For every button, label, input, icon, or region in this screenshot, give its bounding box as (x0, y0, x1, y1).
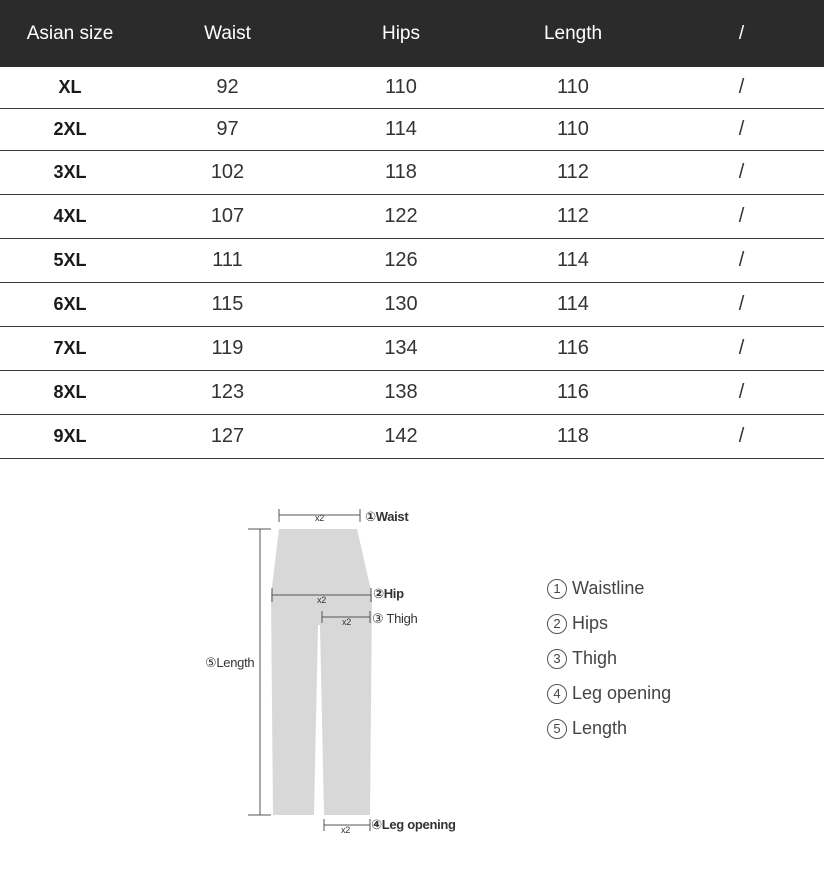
measurement-cell: 114 (557, 248, 589, 271)
legend-label: Hips (572, 613, 609, 633)
measurement-cell: 114 (557, 292, 589, 315)
measurement-cell: / (738, 336, 745, 359)
thigh-x2-label: x2 (342, 617, 351, 627)
measurement-cell: 118 (557, 424, 589, 447)
measurement-cell: 118 (385, 160, 417, 183)
table-row (0, 194, 824, 238)
size-cell: 7XL (53, 337, 87, 358)
size-cell: 5XL (53, 249, 87, 270)
measurement-cell: 97 (216, 117, 239, 140)
measurement-cell: 138 (384, 380, 418, 403)
measurement-cell: 112 (557, 204, 589, 227)
measurement-cell: 102 (210, 160, 245, 183)
length-diagram-label: ⑤Length (205, 655, 255, 670)
table-row (0, 326, 824, 370)
measurement-cell: / (738, 248, 745, 271)
leg-opening-diagram-label: ④Leg opening (371, 817, 456, 832)
leg-opening-x2-label: x2 (341, 825, 350, 835)
legend-number-badge: 5 (547, 719, 567, 739)
measurement-cell: 116 (557, 380, 589, 403)
measurement-cell: 110 (385, 75, 417, 98)
size-cell: 2XL (53, 118, 87, 139)
legend-label: Length (572, 718, 628, 738)
legend-label: Thigh (572, 648, 618, 668)
hip-diagram-label: ②Hip (373, 586, 404, 601)
size-cell: 4XL (53, 205, 87, 226)
header-asian-size: Asian size (26, 22, 114, 44)
measurement-cell: / (738, 75, 745, 98)
table-row (0, 414, 824, 458)
measurement-cell: 92 (216, 75, 239, 98)
legend-number-badge: 2 (547, 614, 567, 634)
legend-number-badge: 1 (547, 579, 567, 599)
table-row (0, 370, 824, 414)
measurement-cell: 122 (384, 204, 418, 227)
pants-shape (271, 529, 372, 815)
table-header-row (0, 0, 824, 67)
measurement-cell: / (738, 380, 745, 403)
measurement-cell: / (738, 424, 745, 447)
pants-measurement-diagram (195, 495, 485, 845)
legend-label: Waistline (572, 578, 645, 598)
table-row (0, 238, 824, 282)
legend-label: Leg opening (572, 683, 672, 703)
measurement-cell: / (738, 292, 745, 315)
waist-diagram-label: ①Waist (365, 509, 409, 524)
size-cell: 3XL (53, 161, 87, 182)
legend-number-badge: 3 (547, 649, 567, 669)
table-row (0, 150, 824, 194)
measurement-cell: 110 (557, 75, 589, 98)
header-hips: Hips (381, 22, 420, 44)
legend-item (547, 641, 671, 676)
measurement-cell: 116 (557, 336, 589, 359)
legend-item (547, 676, 671, 711)
measurement-cell: 119 (211, 336, 244, 359)
size-cell: 9XL (53, 425, 87, 446)
size-cell: 8XL (53, 381, 87, 402)
measurement-cell: / (738, 204, 745, 227)
size-cell: XL (58, 76, 82, 97)
header-slash: / (738, 22, 745, 44)
measurement-cell: 134 (384, 336, 418, 359)
measurement-cell: / (738, 160, 745, 183)
measurement-legend (547, 571, 671, 746)
measurement-cell: 126 (384, 248, 418, 271)
thigh-diagram-label: ③ Thigh (372, 611, 418, 626)
hip-x2-label: x2 (317, 595, 326, 605)
table-row (0, 108, 824, 150)
measurement-cell: 112 (557, 160, 589, 183)
header-length: Length (543, 22, 603, 44)
table-row (0, 282, 824, 326)
measurement-cell: 114 (385, 117, 417, 140)
measurement-cell: 110 (557, 117, 589, 140)
legend-item (547, 571, 671, 606)
header-waist: Waist (204, 22, 251, 44)
legend-number-badge: 4 (547, 684, 567, 704)
measurement-cell: 127 (210, 424, 245, 447)
legend-item (547, 711, 671, 746)
measurement-cell: / (738, 117, 745, 140)
waist-x2-label: x2 (315, 513, 324, 523)
measurement-cell: 130 (384, 292, 418, 315)
measurement-cell: 107 (210, 204, 245, 227)
measurement-cell: 123 (210, 380, 245, 403)
legend-item (547, 606, 671, 641)
size-cell: 6XL (53, 293, 87, 314)
measurement-cell: 115 (211, 292, 244, 315)
measurement-cell: 142 (384, 424, 418, 447)
measurement-cell: 111 (212, 248, 243, 271)
table-row (0, 67, 824, 108)
